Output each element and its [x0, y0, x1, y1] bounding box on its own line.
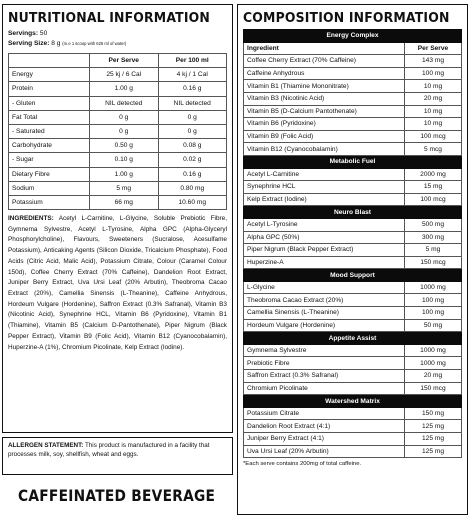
nutrition-row — [9, 82, 227, 96]
ingredient-amount: 1000 mg — [405, 344, 462, 357]
section-title: Mood Support — [244, 269, 462, 282]
nutrient-name: Sodium — [9, 181, 90, 195]
allergen-statement — [2, 437, 233, 475]
ingredient-name: Huperzine-A — [244, 256, 405, 269]
composition-table — [243, 29, 462, 458]
nutrient-per-100ml: 0 g — [158, 110, 227, 124]
nutrient-per-serve: 0.10 g — [90, 153, 159, 167]
ingredient-name: Caffeine Anhydrous — [244, 67, 405, 80]
composition-row — [244, 168, 462, 181]
ingredient-name: Alpha GPC (50%) — [244, 231, 405, 244]
nutrient-name: Fat Total — [9, 110, 90, 124]
allergen-label: ALLERGEN STATEMENT: — [8, 442, 84, 449]
nutrient-per-serve: 0.50 g — [90, 139, 159, 153]
serving-size-value: 8 g — [51, 40, 61, 47]
nutrition-header-blank — [9, 54, 90, 68]
nutrition-row — [9, 139, 227, 153]
ingredient-amount: 10 mg — [405, 118, 462, 131]
composition-row — [244, 344, 462, 357]
ingredient-name: Chromium Picolinate — [244, 382, 405, 395]
ingredient-amount: 125 mg — [405, 433, 462, 446]
nutrition-row — [9, 124, 227, 138]
composition-row — [244, 281, 462, 294]
nutrition-header-row — [9, 54, 227, 68]
ingredient-name: Acetyl L-Carnitine — [244, 168, 405, 181]
ingredient-amount: 150 mcg — [405, 256, 462, 269]
section-title: Neuro Blast — [244, 206, 462, 219]
section-title: Metabolic Fuel — [244, 155, 462, 168]
section-header — [244, 206, 462, 219]
nutrition-row — [9, 110, 227, 124]
section-header — [244, 155, 462, 168]
nutrition-row — [9, 167, 227, 181]
ingredient-amount: 300 mg — [405, 231, 462, 244]
nutrient-per-serve: 25 kj / 6 Cal — [90, 68, 159, 82]
composition-row — [244, 433, 462, 446]
ingredient-amount: 100 mg — [405, 307, 462, 320]
composition-header-per-serve: Per Serve — [405, 42, 462, 55]
nutrient-per-serve: 1.00 g — [90, 82, 159, 96]
nutrition-header-per-100ml: Per 100 ml — [158, 54, 227, 68]
nutrient-name: Carbohydrate — [9, 139, 90, 153]
section-title: Energy Complex — [244, 30, 462, 43]
ingredient-amount: 20 mg — [405, 92, 462, 105]
composition-row — [244, 382, 462, 395]
section-header — [244, 395, 462, 408]
nutrient-per-100ml: 0.16 g — [158, 167, 227, 181]
composition-row — [244, 193, 462, 206]
ingredient-name: Saffron Extract (0.3% Safranal) — [244, 370, 405, 383]
ingredient-amount: 143 mg — [405, 55, 462, 68]
nutrient-name: Potassium — [9, 195, 90, 209]
nutrition-title: NUTRITIONAL INFORMATION — [8, 10, 210, 26]
nutrition-row — [9, 96, 227, 110]
composition-row — [244, 67, 462, 80]
composition-row — [244, 319, 462, 332]
nutrient-per-100ml: NIL detected — [158, 96, 227, 110]
serving-size-note: (m.e 1 scoop with 625 ml of water) — [62, 41, 127, 46]
allergen-text: This product is manufactured in a facility that processes milk, soy, shellfish, wheat and eggs. — [8, 442, 210, 458]
nutrient-per-serve: 0 g — [90, 124, 159, 138]
ingredient-name: Vitamin B6 (Pyridoxine) — [244, 118, 405, 131]
composition-row — [244, 55, 462, 68]
ingredient-name: Gymnema Sylvestre — [244, 344, 405, 357]
nutrition-table — [8, 53, 227, 210]
ingredient-amount: 15 mg — [405, 181, 462, 194]
composition-header-ingredient: Ingredient — [244, 42, 405, 55]
ingredient-amount: 2000 mg — [405, 168, 462, 181]
composition-row — [244, 143, 462, 156]
servings-value: 50 — [39, 30, 48, 37]
section-title: Appetite Assist — [244, 332, 462, 345]
composition-panel — [237, 4, 468, 515]
ingredient-amount: 150 mg — [405, 407, 462, 420]
nutrient-per-100ml: 0.80 mg — [158, 181, 227, 195]
servings-label: Servings: — [8, 30, 39, 37]
caffeine-footnote: *Each serve contains 200mg of total caffeine. — [243, 461, 362, 468]
ingredients-text: Acetyl L-Carnitine, L-Glycine, Soluble Prebiotic Fibre, Gymnema Sylvestre, Acetyl L-Tyrosine, Alpha GPC (Alpha-Glyceryl Phosphorylcholine), Flavours, Sweeteners (Sucralose, Acesulfame Potassium), Anticaking Agents (Silicon Dioxide, Tricalcium Phosphate), Food Acids (Citric Acid, Malic Acid), Potassium Citrate, Colour (Caramel Colour 150d), Coffee Cherry Extract (70% Caffeine), Dandelion Root Extract, Juniper Berry Extract, Uva Ursi Leaf (20% Arbutin), Theobroma Cacao Extract (20%), Camellia Sinensis (L-Theanine), Caffeine Anhydrous, Hordeum Vulgare (Hordenine), Saffron Extract (0.3% Safranal), Vitamin B3 (Nicotinic Acid), Synephrine HCL, Vitamin B6 (Pyridoxine), Vitamin B1 (Thiamine), Vitamin B5 (Calcium D-Pantothenate), Piper Nigrum (Black Pepper Extract), Vitamin B9 (Folic Acid), Vitamin B12 (Cyanocobalamin), Huperzine-A (1%), Chromium Picolinate, Kelp Extract (Iodine). — [8, 215, 227, 351]
ingredient-name: Vitamin B9 (Folic Acid) — [244, 130, 405, 143]
composition-row — [244, 370, 462, 383]
composition-row — [244, 420, 462, 433]
nutrient-name: Protein — [9, 82, 90, 96]
ingredient-name: Synephrine HCL — [244, 181, 405, 194]
nutrition-panel — [2, 4, 233, 433]
ingredient-amount: 500 mg — [405, 218, 462, 231]
composition-row — [244, 80, 462, 93]
nutrient-per-100ml: 4 kj / 1 Cal — [158, 68, 227, 82]
nutrient-name: - Gluten — [9, 96, 90, 110]
ingredient-amount: 125 mg — [405, 420, 462, 433]
nutrition-row — [9, 153, 227, 167]
composition-row — [244, 118, 462, 131]
composition-row — [244, 218, 462, 231]
ingredient-name: Piper Nigrum (Black Pepper Extract) — [244, 244, 405, 257]
composition-row — [244, 130, 462, 143]
ingredient-amount: 150 mcg — [405, 382, 462, 395]
section-header — [244, 332, 462, 345]
ingredient-amount: 100 mg — [405, 67, 462, 80]
ingredient-name: Dandelion Root Extract (4:1) — [244, 420, 405, 433]
ingredient-name: Coffee Cherry Extract (70% Caffeine) — [244, 55, 405, 68]
section-title: Watershed Matrix — [244, 395, 462, 408]
nutrient-name: Dietary Fibre — [9, 167, 90, 181]
ingredient-amount: 50 mg — [405, 319, 462, 332]
nutrient-per-serve: 5 mg — [90, 181, 159, 195]
ingredient-name: Vitamin B12 (Cyanocobalamin) — [244, 143, 405, 156]
nutrient-name: - Sugar — [9, 153, 90, 167]
ingredient-amount: 1000 mg — [405, 357, 462, 370]
nutrient-per-serve: 1.00 g — [90, 167, 159, 181]
composition-row — [244, 445, 462, 458]
nutrient-per-serve: 66 mg — [90, 195, 159, 209]
ingredients-paragraph — [8, 214, 227, 353]
ingredient-amount: 20 mg — [405, 370, 462, 383]
composition-row — [244, 294, 462, 307]
composition-title: COMPOSITION INFORMATION — [243, 10, 450, 26]
ingredient-amount: 100 mg — [405, 294, 462, 307]
nutrition-row — [9, 195, 227, 209]
nutrient-per-100ml: 10.60 mg — [158, 195, 227, 209]
section-header — [244, 30, 462, 43]
ingredient-name: Kelp Extract (Iodine) — [244, 193, 405, 206]
nutrient-name: Energy — [9, 68, 90, 82]
ingredient-name: Prebiotic Fibre — [244, 357, 405, 370]
ingredient-name: Vitamin B3 (Nicotinic Acid) — [244, 92, 405, 105]
composition-row — [244, 357, 462, 370]
nutrient-per-100ml: 0.08 g — [158, 139, 227, 153]
composition-row — [244, 181, 462, 194]
composition-row — [244, 231, 462, 244]
serving-size-line — [8, 39, 227, 49]
ingredient-amount: 100 mcg — [405, 130, 462, 143]
ingredient-amount: 100 mcg — [405, 193, 462, 206]
nutrition-row — [9, 68, 227, 82]
composition-row — [244, 307, 462, 320]
ingredients-label: INGREDIENTS: — [8, 215, 54, 223]
composition-header-row — [244, 42, 462, 55]
ingredient-name: Juniper Berry Extract (4:1) — [244, 433, 405, 446]
servings-line — [8, 29, 227, 39]
ingredient-amount: 10 mg — [405, 80, 462, 93]
ingredient-name: Uva Ursi Leaf (20% Arbutin) — [244, 445, 405, 458]
ingredient-amount: 10 mg — [405, 105, 462, 118]
nutrient-name: - Saturated — [9, 124, 90, 138]
ingredient-name: Potassium Citrate — [244, 407, 405, 420]
ingredient-amount: 5 mg — [405, 244, 462, 257]
composition-row — [244, 244, 462, 257]
ingredient-name: Hordeum Vulgare (Hordenine) — [244, 319, 405, 332]
section-header — [244, 269, 462, 282]
ingredient-amount: 125 mg — [405, 445, 462, 458]
ingredient-name: Theobroma Cacao Extract (20%) — [244, 294, 405, 307]
nutrient-per-100ml: 0 g — [158, 124, 227, 138]
composition-row — [244, 256, 462, 269]
composition-row — [244, 105, 462, 118]
ingredient-name: L-Glycine — [244, 281, 405, 294]
ingredient-name: Acetyl L-Tyrosine — [244, 218, 405, 231]
nutrient-per-100ml: 0.02 g — [158, 153, 227, 167]
ingredient-name: Vitamin B1 (Thiamine Mononitrate) — [244, 80, 405, 93]
nutrition-header-per-serve: Per Serve — [90, 54, 159, 68]
ingredient-amount: 1000 mg — [405, 281, 462, 294]
composition-row — [244, 92, 462, 105]
nutrient-per-serve: NIL detected — [90, 96, 159, 110]
nutrient-per-serve: 0 g — [90, 110, 159, 124]
ingredient-amount: 5 mcg — [405, 143, 462, 156]
ingredient-name: Camellia Sinensis (L-Theanine) — [244, 307, 405, 320]
ingredient-name: Vitamin B5 (D-Calcium Pantothenate) — [244, 105, 405, 118]
nutrition-row — [9, 181, 227, 195]
product-tag: CAFFEINATED BEVERAGE — [18, 486, 216, 505]
serving-size-label: Serving Size: — [8, 40, 50, 47]
nutrient-per-100ml: 0.16 g — [158, 82, 227, 96]
composition-row — [244, 407, 462, 420]
